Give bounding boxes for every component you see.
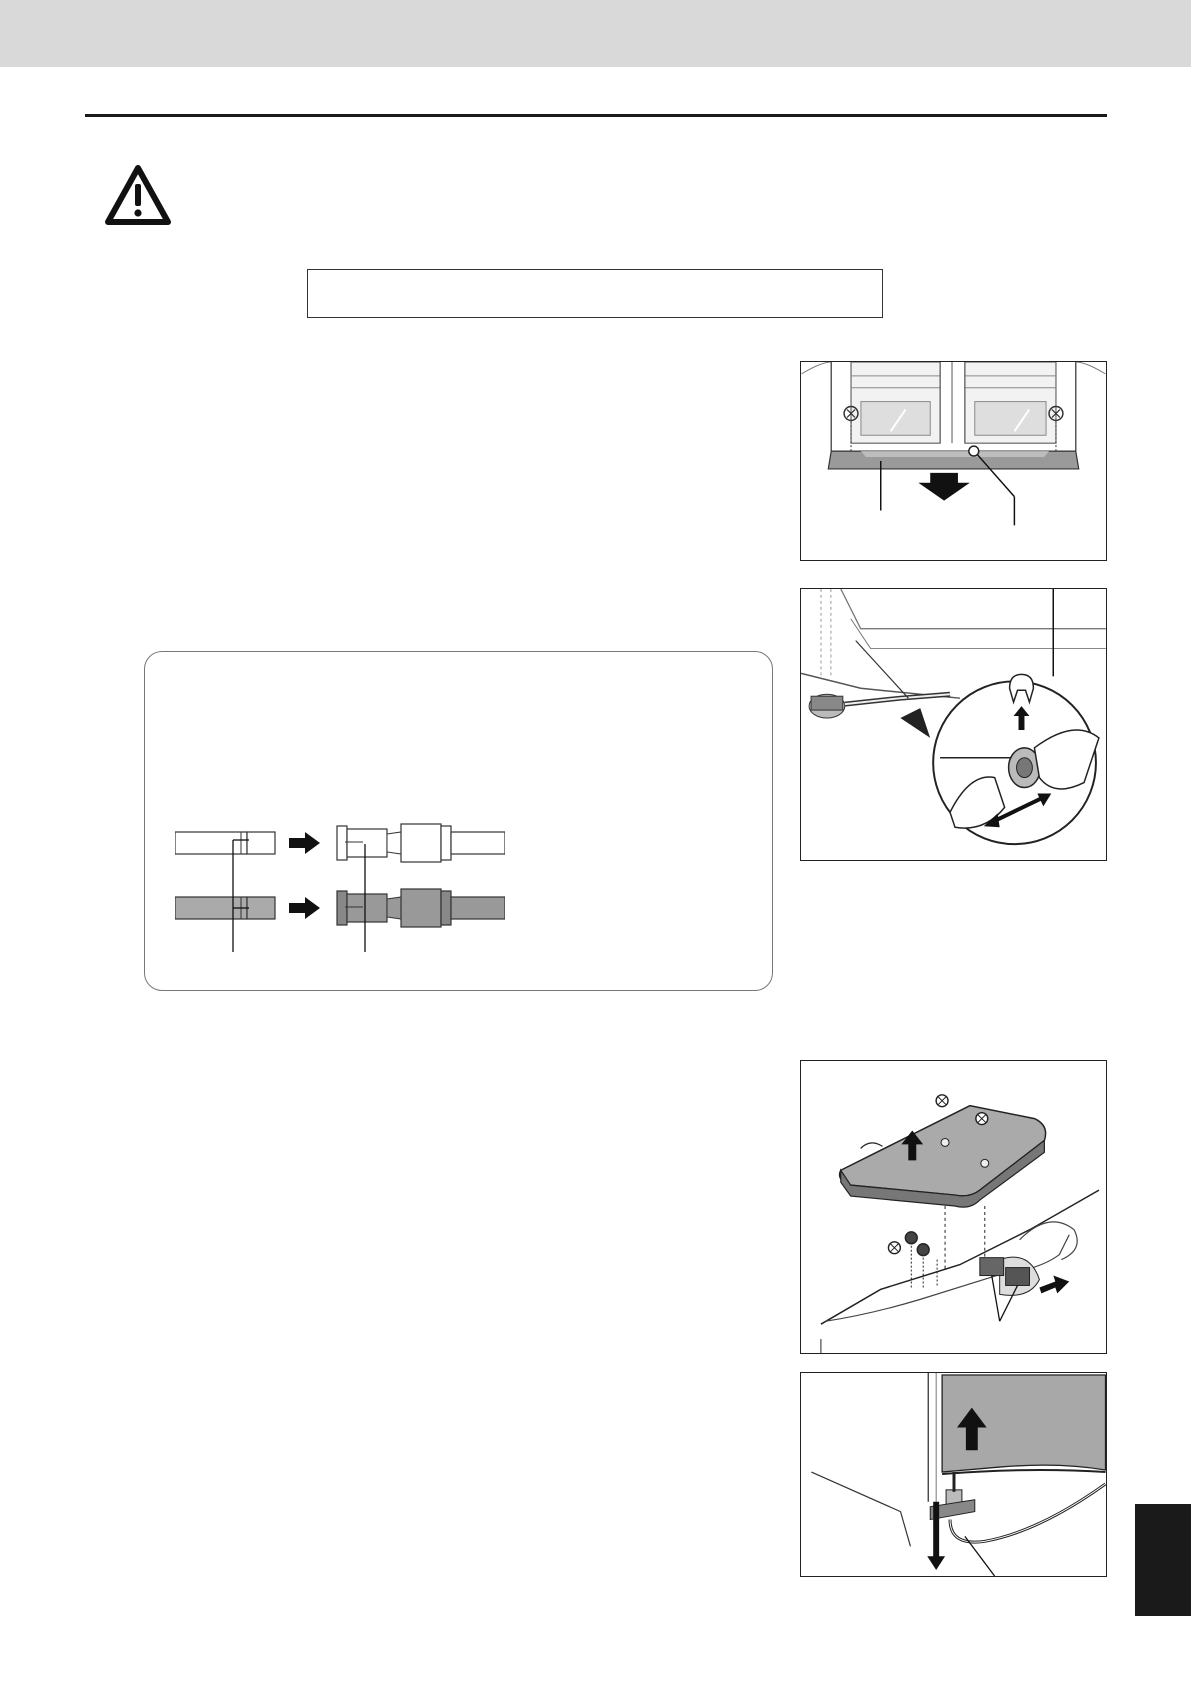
tube-insertion-diagram — [175, 812, 505, 952]
warning-triangle-icon — [104, 164, 172, 226]
arrow-icon — [1039, 1276, 1069, 1294]
note-box — [307, 269, 883, 318]
screw-rotate-icon — [905, 1232, 917, 1244]
figure-door-lift — [800, 1372, 1107, 1577]
section-tab — [1135, 1504, 1191, 1616]
screw-rotate-icon — [917, 1244, 929, 1256]
figure-hinge-cover-removal — [800, 1060, 1107, 1354]
tip-box — [144, 651, 773, 991]
screw-rotate-icon — [976, 1113, 988, 1125]
figure-water-tube-disconnect — [800, 588, 1107, 861]
figure-kickplate-removal — [800, 361, 1107, 561]
arrow-icon — [289, 832, 320, 854]
screw-rotate-icon — [888, 1242, 900, 1254]
header-band — [0, 0, 1191, 67]
arrow-icon — [918, 473, 969, 501]
screw-rotate-icon — [936, 1095, 948, 1107]
arrow-icon — [289, 897, 320, 919]
section-rule — [85, 114, 1107, 117]
